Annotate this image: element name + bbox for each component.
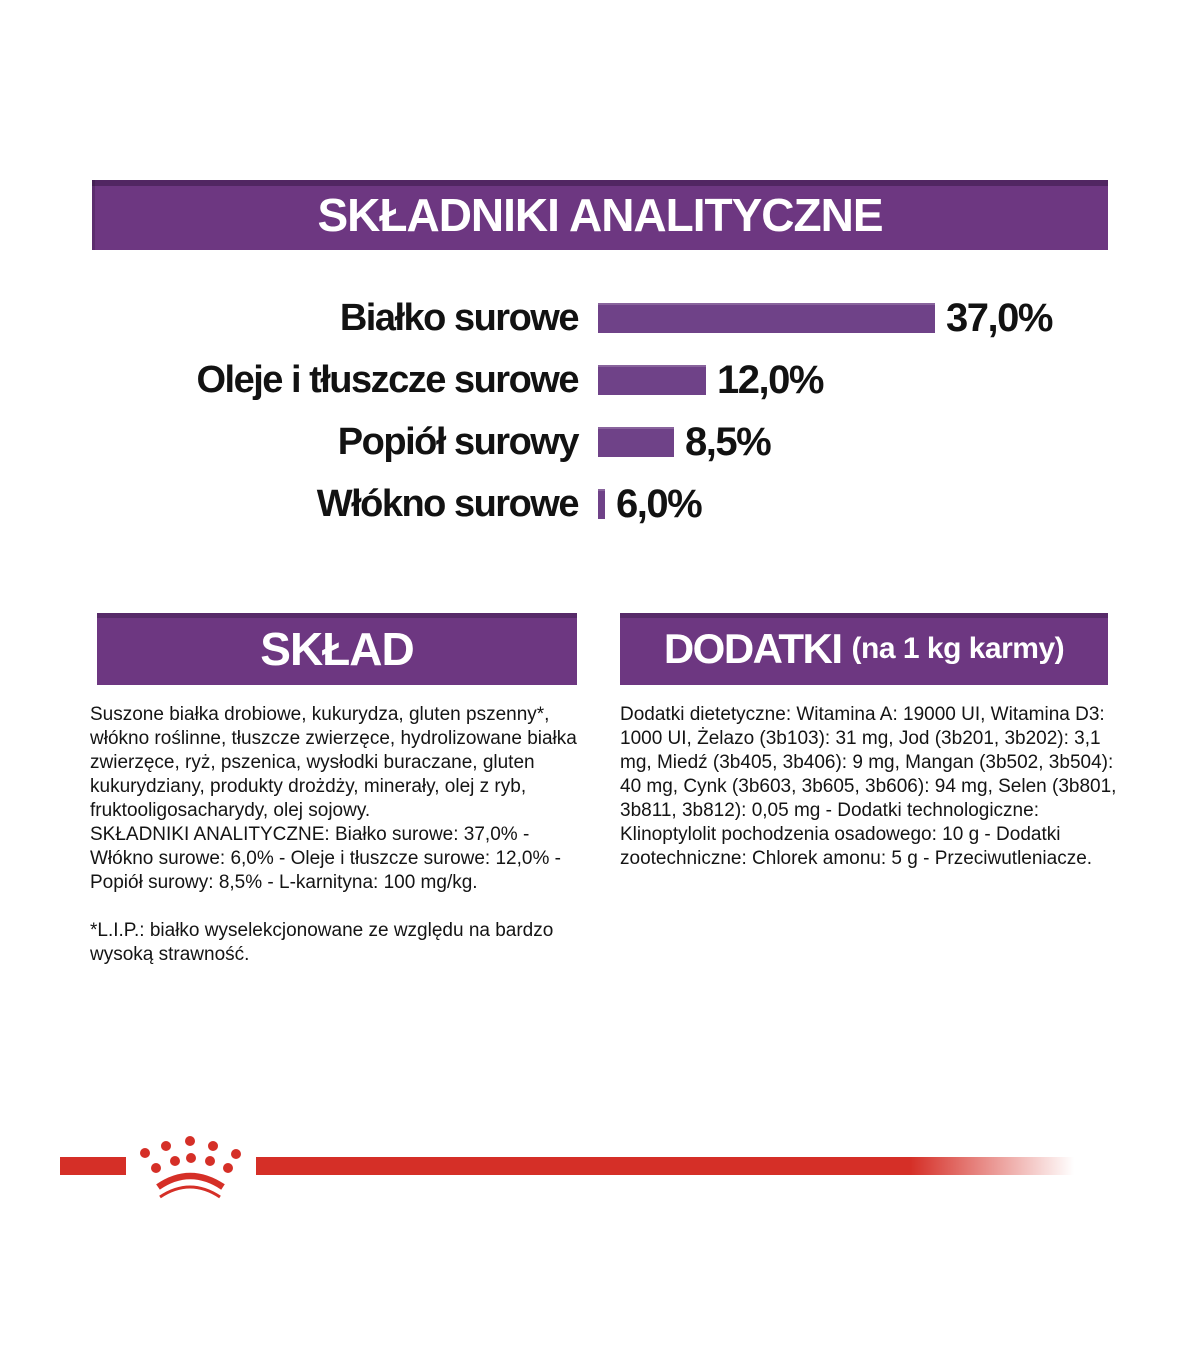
dodatki-text-column (620, 703, 1120, 871)
dodatki-header-band (620, 613, 1108, 685)
brand-divider-line-left (60, 1157, 126, 1175)
analytics-header-title: SKŁADNIKI ANALITYCZNE (317, 189, 883, 241)
chart-bar (598, 365, 706, 395)
chart-value: 37,0% (946, 295, 1052, 340)
chart-row (0, 473, 1200, 535)
chart-row (0, 287, 1200, 349)
chart-label: Oleje i tłuszcze surowe (196, 358, 578, 401)
chart-row (0, 411, 1200, 473)
chart-value: 12,0% (717, 357, 823, 402)
analytical-components-chart (0, 287, 1200, 535)
ingredients-paragraph: Suszone białka drobiowe, kukurydza, gluten pszenny*, włókno roślinne, tłuszcze zwierzęce, hydrolizowane białka zwierzęce, ryż, pszenica, wysłodki buraczane, gluten kukurydziany, produkty drożdży, minerały, olej z ryb, fruktooligosacharydy, olej sojowy. (90, 704, 577, 821)
sklad-text-column (90, 703, 582, 967)
dodatki-header-suffix: (na 1 kg karmy) (851, 632, 1065, 665)
additives-paragraph: Dodatki dietetyczne: Witamina A: 19000 UI, Witamina D3: 1000 UI, Żelazo (3b103): 31 mg, Jod (3b201, 3b202): 3,1 mg, Miedź (3b405, 3b406): 9 mg, Mangan (3b502, 3b504): 40 mg, Cynk (3b603, 3b605, 3b606): 94 mg, Selen (3b801, 3b811, 3b812): 0,05 mg - Dodatki technologiczne: Klinoptylolit pochodzenia osadowego: 10 g - Dodatki zootechniczne: Chlorek amonu: 5 g - Przeciwutleniacze. (620, 704, 1117, 869)
chart-row (0, 349, 1200, 411)
chart-value: 6,0% (616, 481, 702, 526)
sklad-header-band (97, 613, 577, 685)
chart-bar (598, 303, 935, 333)
chart-bar (598, 489, 605, 519)
chart-value: 8,5% (685, 419, 771, 464)
dodatki-header-title: DODATKI (663, 625, 842, 672)
chart-label: Włókno surowe (316, 482, 578, 525)
royal-canin-crown-icon (132, 1132, 248, 1206)
brand-divider-line-right (256, 1157, 1074, 1175)
chart-label: Białko surowe (339, 296, 578, 339)
sklad-header-title: SKŁAD (260, 623, 414, 675)
analytical-summary-paragraph: SKŁADNIKI ANALITYCZNE: Białko surowe: 37,0% - Włókno surowe: 6,0% - Oleje i tłuszcze surowe: 12,0% - Popiół surowy: 8,5% - L-karnityna: 100 mg/kg. (90, 824, 561, 893)
analytics-header-band (92, 180, 1108, 250)
chart-bar (598, 427, 674, 457)
chart-label: Popiół surowy (337, 420, 578, 463)
lip-footnote: *L.I.P.: białko wyselekcjonowane ze względu na bardzo wysoką strawność. (90, 920, 554, 965)
